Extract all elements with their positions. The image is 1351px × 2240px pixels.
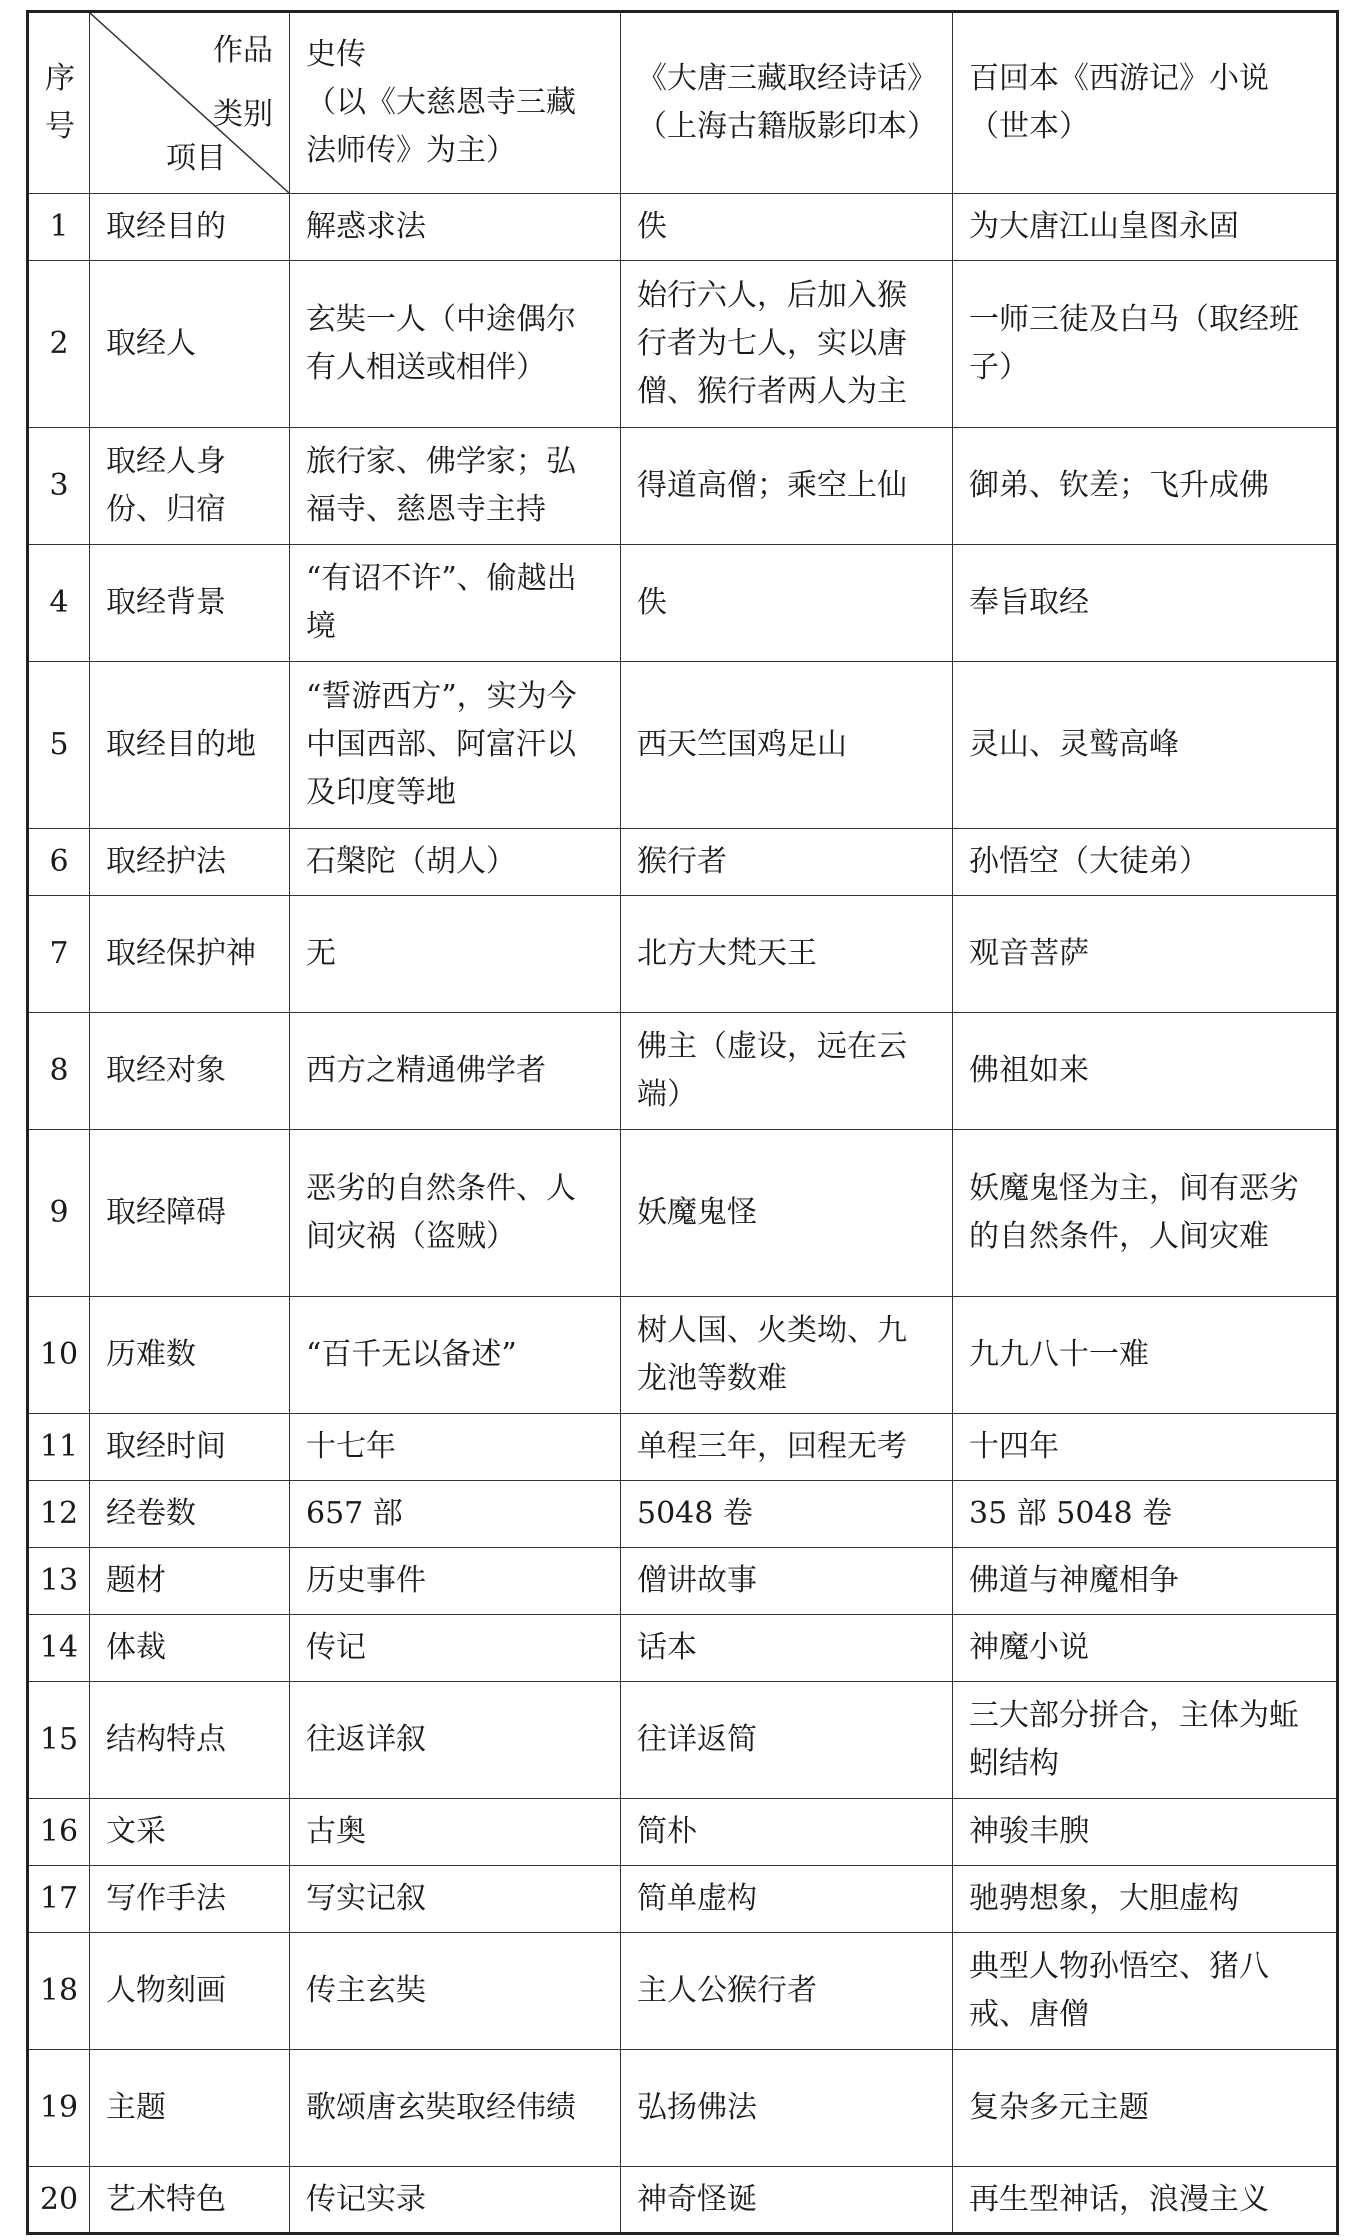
cell-history: “有诏不许”、偷越出境 — [290, 545, 621, 662]
cell-novel: 孙悟空（大徒弟） — [953, 829, 1338, 896]
cell-item: 经卷数 — [90, 1481, 290, 1548]
cell-poetic-tale: 得道高僧；乘空上仙 — [621, 428, 953, 545]
cell-poetic-tale: 话本 — [621, 1615, 953, 1682]
cell-serial: 18 — [28, 1933, 90, 2050]
cell-item: 取经背景 — [90, 545, 290, 662]
cell-poetic-tale: 西天竺国鸡足山 — [621, 662, 953, 829]
cell-history: 传记实录 — [290, 2167, 621, 2234]
cell-item: 体裁 — [90, 1615, 290, 1682]
table-row — [28, 2167, 1338, 2234]
cell-serial: 12 — [28, 1481, 90, 1548]
header-row — [28, 12, 1338, 194]
cell-serial: 3 — [28, 428, 90, 545]
cell-history: 恶劣的自然条件、人间灾祸（盗贼） — [290, 1130, 621, 1297]
header-poetic-tale: 《大唐三藏取经诗话》 （上海古籍版影印本） — [621, 12, 953, 194]
table-row — [28, 1130, 1338, 1297]
cell-poetic-tale: 单程三年，回程无考 — [621, 1414, 953, 1481]
cell-novel: 佛道与神魔相争 — [953, 1548, 1338, 1615]
table-row — [28, 545, 1338, 662]
cell-history: 传记 — [290, 1615, 621, 1682]
cell-poetic-tale: 简朴 — [621, 1799, 953, 1866]
cell-history: 歌颂唐玄奘取经伟绩 — [290, 2050, 621, 2167]
cell-serial: 14 — [28, 1615, 90, 1682]
cell-novel: 一师三徒及白马（取经班子） — [953, 261, 1338, 428]
cell-novel: 奉旨取经 — [953, 545, 1338, 662]
cell-history: “百千无以备述” — [290, 1297, 621, 1414]
cell-history: 旅行家、佛学家；弘福寺、慈恩寺主持 — [290, 428, 621, 545]
table-row — [28, 261, 1338, 428]
cell-serial: 13 — [28, 1548, 90, 1615]
cell-novel: 神魔小说 — [953, 1615, 1338, 1682]
header-diag-category: 类别 — [213, 97, 273, 132]
cell-serial: 19 — [28, 2050, 90, 2167]
cell-poetic-tale: 猴行者 — [621, 829, 953, 896]
table-row — [28, 1933, 1338, 2050]
cell-poetic-tale: 弘扬佛法 — [621, 2050, 953, 2167]
table-row — [28, 1013, 1338, 1130]
cell-item: 人物刻画 — [90, 1933, 290, 2050]
cell-item: 主题 — [90, 2050, 290, 2167]
cell-poetic-tale: 始行六人，后加入猴行者为七人，实以唐僧、猴行者两人为主 — [621, 261, 953, 428]
table-row — [28, 2050, 1338, 2167]
table-row — [28, 662, 1338, 829]
cell-poetic-tale: 妖魔鬼怪 — [621, 1130, 953, 1297]
table-row — [28, 1866, 1338, 1933]
cell-item: 结构特点 — [90, 1682, 290, 1799]
cell-serial: 20 — [28, 2167, 90, 2234]
cell-novel: 典型人物孙悟空、猪八戒、唐僧 — [953, 1933, 1338, 2050]
cell-history: 无 — [290, 896, 621, 1013]
cell-history: 往返详叙 — [290, 1682, 621, 1799]
cell-item: 取经目的 — [90, 194, 290, 261]
cell-item: 历难数 — [90, 1297, 290, 1414]
cell-novel: 神骏丰腴 — [953, 1799, 1338, 1866]
cell-poetic-tale: 树人国、火类坳、九龙池等数难 — [621, 1297, 953, 1414]
cell-poetic-tale: 僧讲故事 — [621, 1548, 953, 1615]
cell-item: 文采 — [90, 1799, 290, 1866]
cell-history: 十七年 — [290, 1414, 621, 1481]
cell-history: 玄奘一人（中途偶尔有人相送或相伴） — [290, 261, 621, 428]
header-diagonal-cell — [90, 12, 290, 194]
cell-history: 解惑求法 — [290, 194, 621, 261]
cell-poetic-tale: 神奇怪诞 — [621, 2167, 953, 2234]
table-row — [28, 1615, 1338, 1682]
table-row — [28, 1481, 1338, 1548]
cell-novel: 驰骋想象，大胆虚构 — [953, 1866, 1338, 1933]
cell-history: 西方之精通佛学者 — [290, 1013, 621, 1130]
cell-serial: 5 — [28, 662, 90, 829]
cell-item: 取经目的地 — [90, 662, 290, 829]
cell-serial: 6 — [28, 829, 90, 896]
cell-novel: 35 部 5048 卷 — [953, 1481, 1338, 1548]
cell-poetic-tale: 往详返简 — [621, 1682, 953, 1799]
table-body — [28, 194, 1338, 2234]
table-row — [28, 829, 1338, 896]
cell-poetic-tale: 北方大梵天王 — [621, 896, 953, 1013]
cell-novel: 再生型神话，浪漫主义 — [953, 2167, 1338, 2234]
header-journey-west-novel: 百回本《西游记》小说 （世本） — [953, 12, 1338, 194]
cell-serial: 2 — [28, 261, 90, 428]
cell-novel: 灵山、灵鹫高峰 — [953, 662, 1338, 829]
cell-item: 取经护法 — [90, 829, 290, 896]
cell-history: 古奥 — [290, 1799, 621, 1866]
cell-novel: 御弟、钦差；飞升成佛 — [953, 428, 1338, 545]
cell-serial: 8 — [28, 1013, 90, 1130]
cell-item: 艺术特色 — [90, 2167, 290, 2234]
cell-history: 657 部 — [290, 1481, 621, 1548]
cell-item: 取经障碍 — [90, 1130, 290, 1297]
header-diag-item: 项目 — [166, 141, 226, 176]
cell-poetic-tale: 佛主（虚设，远在云端） — [621, 1013, 953, 1130]
comparison-table — [26, 10, 1339, 2235]
cell-item: 写作手法 — [90, 1866, 290, 1933]
cell-serial: 9 — [28, 1130, 90, 1297]
cell-serial: 4 — [28, 545, 90, 662]
table-row — [28, 194, 1338, 261]
cell-novel: 观音菩萨 — [953, 896, 1338, 1013]
cell-item: 题材 — [90, 1548, 290, 1615]
cell-item: 取经人身份、归宿 — [90, 428, 290, 545]
cell-serial: 15 — [28, 1682, 90, 1799]
cell-history: 历史事件 — [290, 1548, 621, 1615]
table-row — [28, 1548, 1338, 1615]
cell-serial: 17 — [28, 1866, 90, 1933]
cell-item: 取经时间 — [90, 1414, 290, 1481]
cell-novel: 九九八十一难 — [953, 1297, 1338, 1414]
cell-novel: 妖魔鬼怪为主，间有恶劣的自然条件，人间灾难 — [953, 1130, 1338, 1297]
cell-poetic-tale: 5048 卷 — [621, 1481, 953, 1548]
cell-novel: 为大唐江山皇图永固 — [953, 194, 1338, 261]
table-row — [28, 1297, 1338, 1414]
cell-serial: 1 — [28, 194, 90, 261]
cell-history: “誓游西方”，实为今中国西部、阿富汗以及印度等地 — [290, 662, 621, 829]
cell-novel: 十四年 — [953, 1414, 1338, 1481]
cell-poetic-tale: 主人公猴行者 — [621, 1933, 953, 2050]
cell-poetic-tale: 佚 — [621, 194, 953, 261]
table-row — [28, 1682, 1338, 1799]
header-diag-works: 作品 — [213, 33, 273, 68]
header-serial-number: 序号 — [28, 12, 90, 194]
cell-item: 取经对象 — [90, 1013, 290, 1130]
cell-novel: 三大部分拼合，主体为蚯蚓结构 — [953, 1682, 1338, 1799]
cell-history: 写实记叙 — [290, 1866, 621, 1933]
table-row — [28, 428, 1338, 545]
cell-poetic-tale: 简单虚构 — [621, 1866, 953, 1933]
cell-history: 传主玄奘 — [290, 1933, 621, 2050]
header-history-biography: 史传 （以《大慈恩寺三藏 法师传》为主） — [290, 12, 621, 194]
cell-serial: 16 — [28, 1799, 90, 1866]
cell-history: 石槃陀（胡人） — [290, 829, 621, 896]
cell-item: 取经人 — [90, 261, 290, 428]
table-row — [28, 1414, 1338, 1481]
table-row — [28, 1799, 1338, 1866]
cell-serial: 10 — [28, 1297, 90, 1414]
table-row — [28, 896, 1338, 1013]
cell-poetic-tale: 佚 — [621, 545, 953, 662]
cell-novel: 佛祖如来 — [953, 1013, 1338, 1130]
cell-novel: 复杂多元主题 — [953, 2050, 1338, 2167]
cell-item: 取经保护神 — [90, 896, 290, 1013]
cell-serial: 7 — [28, 896, 90, 1013]
cell-serial: 11 — [28, 1414, 90, 1481]
